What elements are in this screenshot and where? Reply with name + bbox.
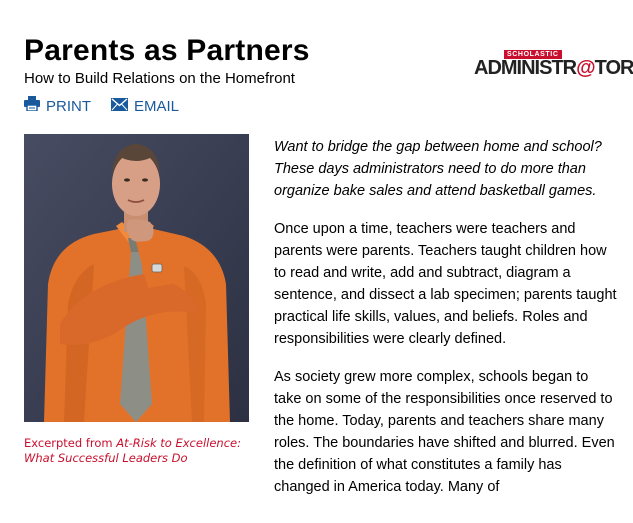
article-actions: [24, 96, 179, 117]
page-subtitle: How to Build Relations on the Homefront: [24, 70, 295, 87]
article-paragraph: Once upon a time, teachers were teachers and parents were parents. Teachers taught children how to read and write, add and subtract, diagram a sentence, and dissect a lab specimen; parents taught practical life skills, values, and beliefs. Roles and responsibilities were clearly defined.: [274, 221, 617, 347]
logo-wordmark: ADMINISTR@TOR: [474, 57, 633, 79]
caption-prefix: Excerpted from: [24, 436, 117, 450]
print-button[interactable]: [24, 96, 91, 117]
print-label: PRINT: [46, 97, 91, 115]
article-paragraph: As society grew more complex, schools began to take on some of the responsibilities once reserved to the home. Today, parents and teachers share many roles. The boundaries have shifted and blurred. Even the definition of what constitutes a family has changed in America today. Many of: [274, 369, 615, 495]
scholastic-administrator-logo[interactable]: [474, 50, 633, 80]
printer-icon: [24, 96, 40, 117]
email-label: EMAIL: [134, 97, 180, 115]
author-photo: [24, 134, 249, 422]
envelope-icon: [111, 97, 128, 117]
caption-book-link[interactable]: At-Risk to Excellence: What Successful Leaders Do: [24, 436, 241, 465]
logo-tag: SCHOLASTIC: [504, 50, 562, 59]
page-title: Parents as Partners: [24, 34, 310, 67]
article-body: [274, 136, 619, 514]
email-button[interactable]: [111, 96, 179, 117]
article-intro: Want to bridge the gap between home and school? These days administrators need to do more than organize bake sales and attend basketball games.: [274, 139, 602, 199]
photo-caption: [24, 436, 259, 466]
